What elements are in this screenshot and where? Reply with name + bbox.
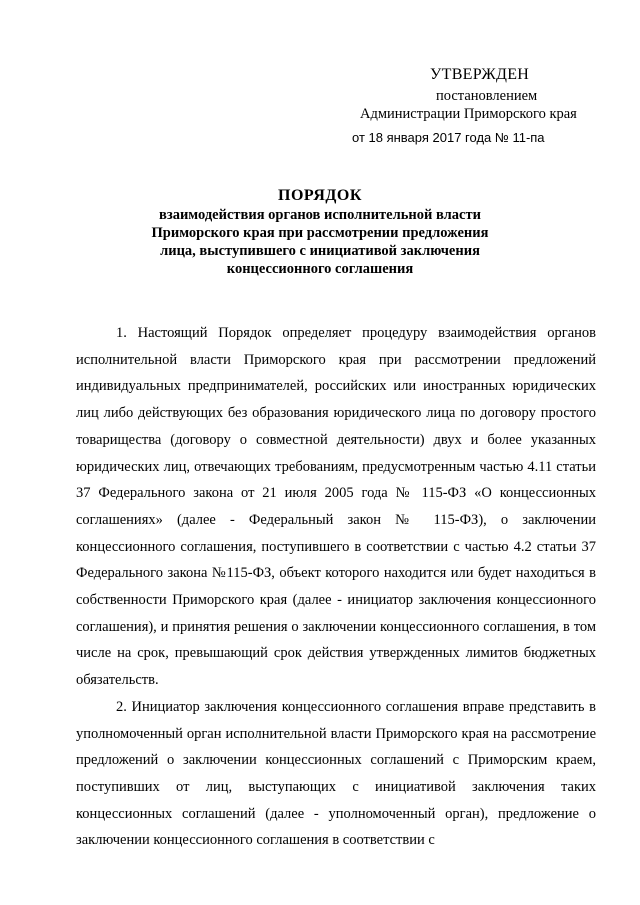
paragraph-2: 2. Инициатор заключения концессионного соглашения вправе представить в уполномоченный орган исполнительной власти Приморского края на рассмотрение предложений о заключении концессионных соглашений с Приморским краем, поступивших от лиц, выступающих с инициативой заключения таких концессионных соглашений (далее - уполномоченный орган), предложение о заключении концессионного соглашения в соответствии с [76,698,596,849]
approved-label: УТВЕРЖДЕН [430,66,530,83]
document-body [76,320,596,854]
document-subtitle-line: концессионного соглашения [226,261,414,277]
approval-date-number: от 18 января 2017 года № 11-па [352,130,545,145]
document-subtitle-line: лица, выступившего с инициативой заключения [160,243,480,259]
document-subtitle-line: взаимодействия органов исполнительной власти [159,207,481,223]
document-subtitle-line: Приморского края при рассмотрении предложения [151,225,489,241]
paragraph-1: 1. Настоящий Порядок определяет процедуру взаимодействия органов исполнительной власти Приморского края при рассмотрении предложений индивидуальных предпринимателей, российских или иностранных юридических лиц либо действующих без образования юридического лица по договору простого товарищества (договору о совместной деятельности) двух и более указанных юридических лиц, отвечающих требованиям, предусмотренным частью 4.11 статьи 37 Федерального закона от 21 июля 2005 года № 115-ФЗ «О концессионных соглашениях» (далее - Федеральный закон № 115-ФЗ), о заключении концессионного соглашения, поступившего в соответствии с частью 4.2 статьи 37 Федерального закона №115-ФЗ, объект которого находится или будет находиться в собственности Приморского края (далее - инициатор заключения концессионного соглашения), и принятия решения о заключении концессионного соглашения, в том числе на срок, превышающий срок действия утвержденных лимитов бюджетных обязательств. [76,325,596,689]
approved-by-line: постановлением [436,88,538,104]
document-title: ПОРЯДОК [278,187,362,204]
document-title-block [80,186,560,278]
approving-authority: Администрации Приморского края [360,106,577,122]
